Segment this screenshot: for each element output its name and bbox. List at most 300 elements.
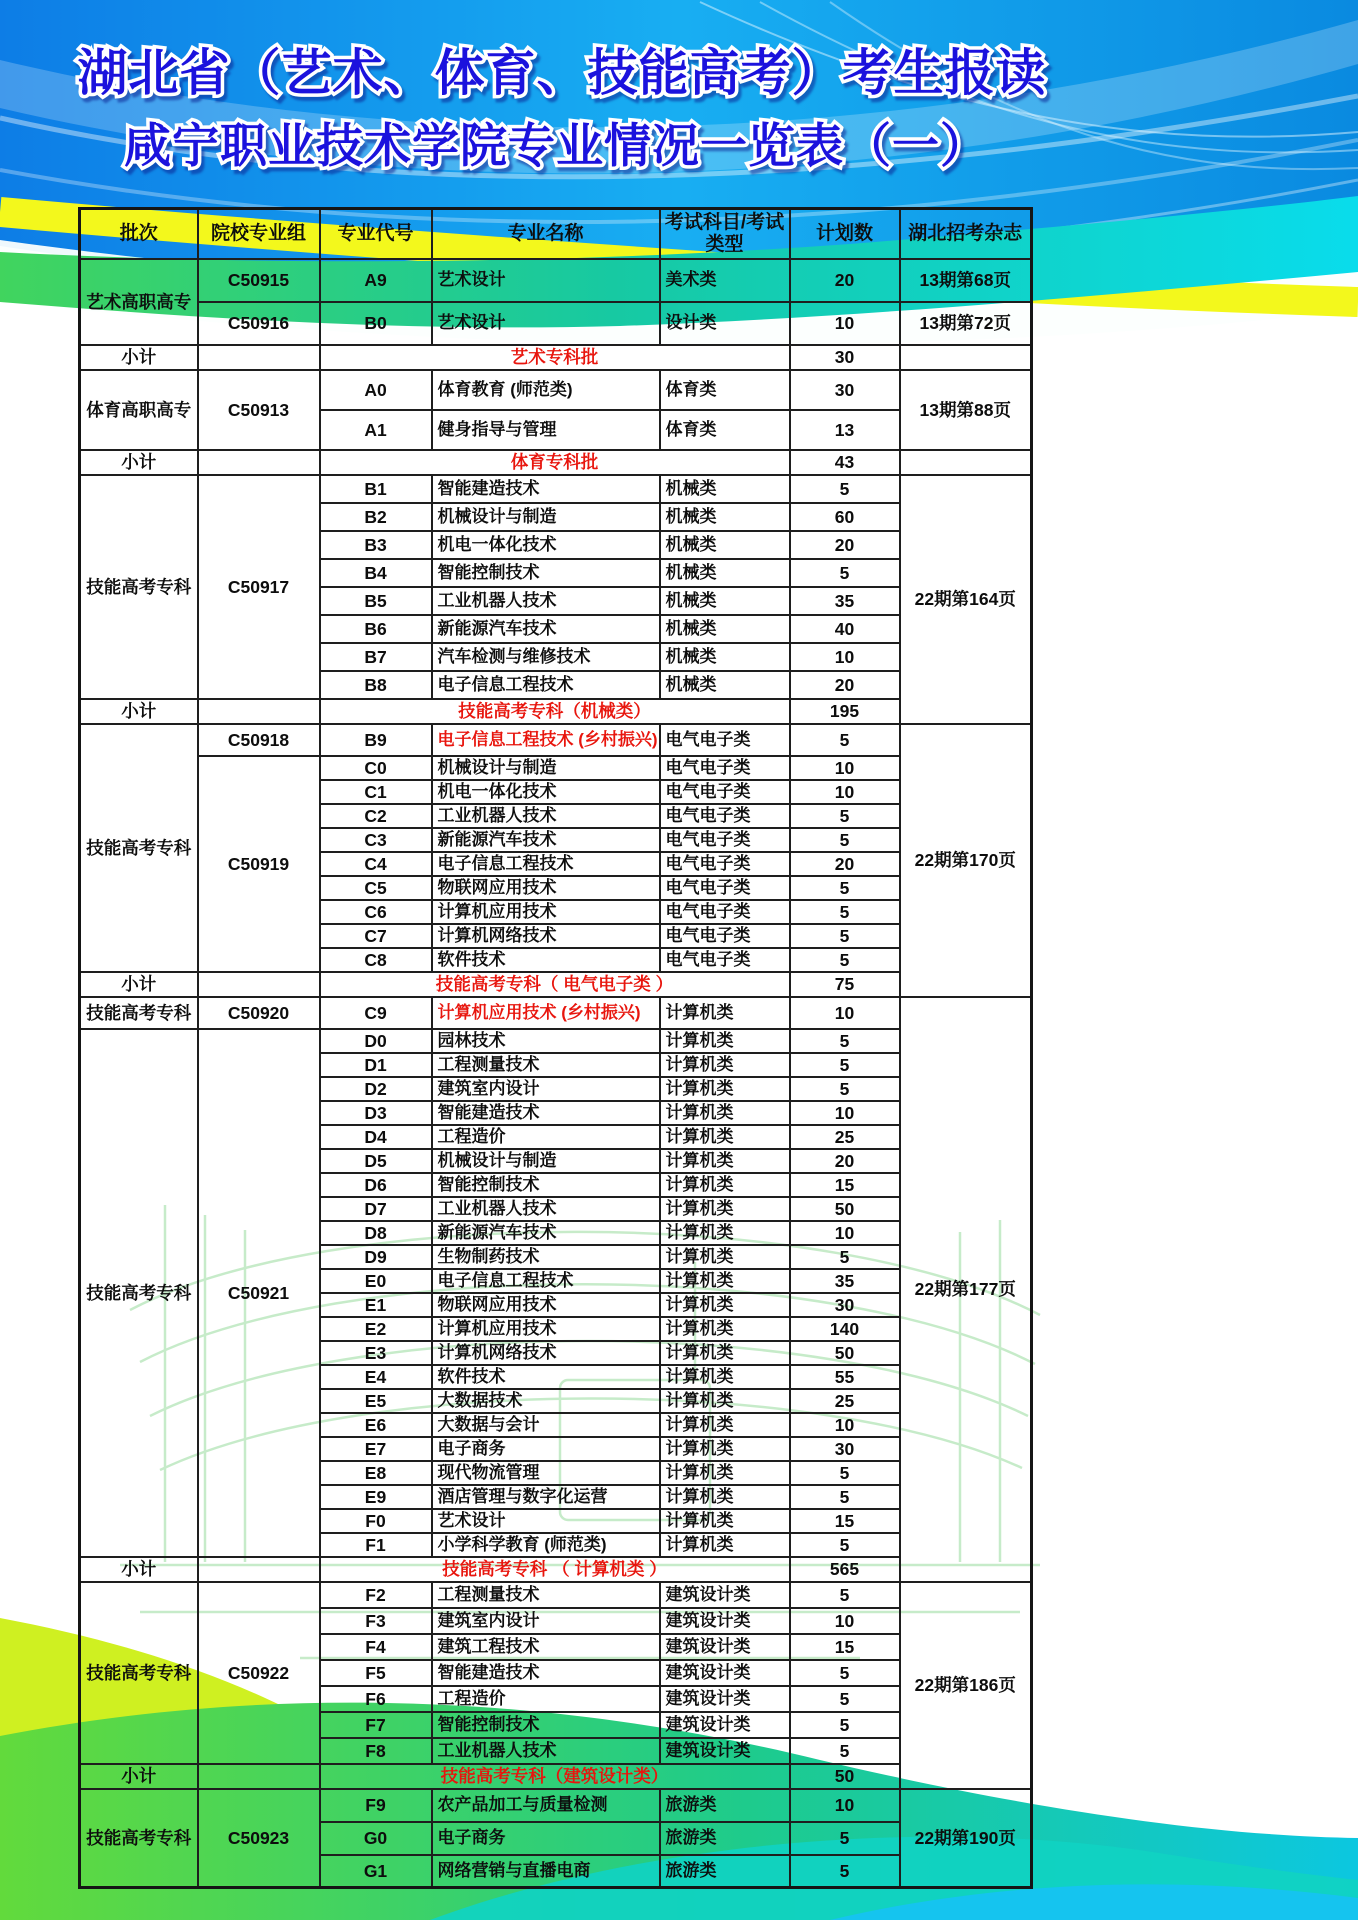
table-cell: 新能源汽车技术 [432,615,660,643]
table-cell: F2 [320,1582,432,1608]
table-cell: A9 [320,259,432,302]
table-cell: D2 [320,1077,432,1101]
table-cell: 5 [790,828,900,852]
table-cell [900,450,1032,475]
table-cell: 5 [790,1822,900,1855]
table-cell: 计算机类 [660,1245,790,1269]
table-cell: 5 [790,1485,900,1509]
table-cell: 旅游类 [660,1789,790,1822]
table-cell: C0 [320,756,432,780]
table-cell: 机械类 [660,615,790,643]
table-row [80,450,1032,475]
table-cell: 5 [790,1712,900,1738]
table-cell: 35 [790,1269,900,1293]
table-cell: 5 [790,900,900,924]
table-cell: 30 [790,345,900,370]
table-cell: 小计 [80,972,198,997]
table-cell: 55 [790,1365,900,1389]
table-cell: A1 [320,410,432,450]
header-row [80,209,1032,259]
table-cell: 小学科学教育 (师范类) [432,1533,660,1557]
table-cell: 5 [790,1582,900,1608]
table-cell: 新能源汽车技术 [432,828,660,852]
header-cell: 计划数 [790,209,900,259]
table-cell: 酒店管理与数字化运营 [432,1485,660,1509]
header-cell: 考试科目/考试类型 [660,209,790,259]
table-cell: 艺术高职高专 [80,259,198,345]
table-cell: F4 [320,1634,432,1660]
table-cell: E8 [320,1461,432,1485]
table-cell: 工程测量技术 [432,1582,660,1608]
table-cell: 新能源汽车技术 [432,1221,660,1245]
table-cell: 体育专科批 [320,450,790,475]
table-cell: 10 [790,1789,900,1822]
table-cell: 30 [790,1293,900,1317]
table-cell: 10 [790,1413,900,1437]
table-cell: C50920 [198,997,320,1029]
table-cell: 机械设计与制造 [432,503,660,531]
table-cell: 30 [790,1437,900,1461]
table-cell: 5 [790,475,900,503]
table-cell: 电气电子类 [660,756,790,780]
table-cell: 计算机类 [660,1053,790,1077]
table-cell: 计算机类 [660,1173,790,1197]
table-cell: 计算机应用技术 (乡村振兴) [432,997,660,1029]
table-cell: 5 [790,1245,900,1269]
table-cell: B3 [320,531,432,559]
table-cell: 43 [790,450,900,475]
table-cell: C4 [320,852,432,876]
table-cell: 计算机类 [660,1077,790,1101]
table-cell [198,699,320,724]
table-cell: B9 [320,724,432,756]
table-cell: 建筑设计类 [660,1634,790,1660]
table-cell: 20 [790,259,900,302]
table-cell: 设计类 [660,302,790,345]
table-cell: 艺术设计 [432,302,660,345]
table-cell: 5 [790,876,900,900]
table-cell: F7 [320,1712,432,1738]
table-cell: C50917 [198,475,320,699]
table-cell: 计算机类 [660,1341,790,1365]
table-cell: 5 [790,924,900,948]
table-cell: 计算机类 [660,1533,790,1557]
table-cell: C7 [320,924,432,948]
table-row [80,370,1032,410]
table-cell: 计算机网络技术 [432,924,660,948]
table-cell: 电气电子类 [660,780,790,804]
table-cell: 10 [790,997,900,1029]
table-cell: 22期第164页 [900,475,1032,724]
table-cell: E9 [320,1485,432,1509]
table-cell: 机械类 [660,643,790,671]
table-cell: B5 [320,587,432,615]
poster-title [0,0,1358,205]
table-cell: 10 [790,1101,900,1125]
table-row [80,756,1032,780]
table-cell: 计算机应用技术 [432,1317,660,1341]
table-row [80,699,1032,724]
table-cell: D1 [320,1053,432,1077]
table-cell: 22期第170页 [900,724,1032,997]
table-cell: 22期第186页 [900,1582,1032,1789]
table-cell: 建筑设计类 [660,1608,790,1634]
table-cell: 智能控制技术 [432,1712,660,1738]
table-cell: C50919 [198,756,320,972]
table-cell: 35 [790,587,900,615]
table-cell: C5 [320,876,432,900]
table-cell: C6 [320,900,432,924]
table-cell: 工业机器人技术 [432,587,660,615]
table-cell: 建筑设计类 [660,1582,790,1608]
table-cell: 机械类 [660,671,790,699]
table-cell: 5 [790,1660,900,1686]
table-cell: 10 [790,1221,900,1245]
table-cell: 艺术设计 [432,1509,660,1533]
table-cell: D7 [320,1197,432,1221]
table-cell: 网络营销与直播电商 [432,1855,660,1888]
table-cell: C3 [320,828,432,852]
table-cell: 机电一体化技术 [432,780,660,804]
table-cell [198,450,320,475]
table-cell: 电气电子类 [660,876,790,900]
table-cell: A0 [320,370,432,410]
table-cell: D4 [320,1125,432,1149]
table-cell: 50 [790,1764,900,1789]
table-cell: F3 [320,1608,432,1634]
table-cell: 建筑设计类 [660,1738,790,1764]
table-row [80,1582,1032,1608]
table-cell: 现代物流管理 [432,1461,660,1485]
table-cell: 电子信息工程技术 (乡村振兴) [432,724,660,756]
table-cell: 计算机类 [660,1413,790,1437]
table-cell: 机械类 [660,559,790,587]
table-cell: 13期第72页 [900,302,1032,345]
table-cell: G1 [320,1855,432,1888]
table-cell: 10 [790,780,900,804]
table-cell: 智能控制技术 [432,559,660,587]
table-cell: 计算机类 [660,1437,790,1461]
table-cell: 电气电子类 [660,924,790,948]
table-cell: 体育高职高专 [80,370,198,450]
table-cell: 电子信息工程技术 [432,852,660,876]
table-cell: 计算机类 [660,1269,790,1293]
table-cell: B6 [320,615,432,643]
table-cell: 物联网应用技术 [432,1293,660,1317]
table-cell: 美术类 [660,259,790,302]
table-cell: 工程造价 [432,1686,660,1712]
table-cell: F5 [320,1660,432,1686]
table-cell: 物联网应用技术 [432,876,660,900]
table-cell [198,345,320,370]
table-row [80,1789,1032,1822]
table-cell: 智能控制技术 [432,1173,660,1197]
table-cell: 小计 [80,1557,198,1582]
table-cell: 计算机应用技术 [432,900,660,924]
table-cell: 电子商务 [432,1437,660,1461]
table-cell: 技能高考专科 [80,997,198,1029]
table-cell: C50922 [198,1582,320,1764]
table-cell: 智能建造技术 [432,475,660,503]
table-cell: G0 [320,1822,432,1855]
table-cell: 建筑室内设计 [432,1608,660,1634]
table-cell: B7 [320,643,432,671]
table-cell: C50916 [198,302,320,345]
table-cell: 农产品加工与质量检测 [432,1789,660,1822]
table-cell: D3 [320,1101,432,1125]
table-cell: 工程造价 [432,1125,660,1149]
table-cell: 小计 [80,699,198,724]
table-cell: 15 [790,1634,900,1660]
header-cell: 专业名称 [432,209,660,259]
table-row [80,302,1032,345]
table-cell: E0 [320,1269,432,1293]
table-row [80,259,1032,302]
table-cell: 140 [790,1317,900,1341]
table-cell: 20 [790,852,900,876]
table-cell: 5 [790,1029,900,1053]
table-cell: 计算机类 [660,1125,790,1149]
table-cell: C50923 [198,1789,320,1888]
table-cell: 10 [790,756,900,780]
table-cell: 艺术专科批 [320,345,790,370]
table-cell: 13期第68页 [900,259,1032,302]
table-cell: 20 [790,531,900,559]
table-cell: 生物制药技术 [432,1245,660,1269]
table-row [80,972,1032,997]
table-row [80,1557,1032,1582]
table-cell: 健身指导与管理 [432,410,660,450]
table-row [80,345,1032,370]
plan-table [78,207,1033,1889]
table-cell: 10 [790,302,900,345]
table-cell: C50915 [198,259,320,302]
table-row [80,997,1032,1029]
table-cell: 60 [790,503,900,531]
table-cell: C50918 [198,724,320,756]
table-cell: D6 [320,1173,432,1197]
table-cell: 智能建造技术 [432,1101,660,1125]
table-cell: 技能高考专科（建筑设计类） [320,1764,790,1789]
table-cell: 计算机类 [660,1389,790,1413]
table-cell: C50921 [198,1029,320,1557]
table-cell: 软件技术 [432,948,660,972]
table-cell: 艺术设计 [432,259,660,302]
table-cell: D8 [320,1221,432,1245]
table-cell: 5 [790,1855,900,1888]
table-cell: 计算机类 [660,1461,790,1485]
table-cell: 电气电子类 [660,852,790,876]
table-cell: 小计 [80,1764,198,1789]
table-cell: 75 [790,972,900,997]
table-cell: 旅游类 [660,1822,790,1855]
table-cell: 15 [790,1173,900,1197]
table-cell: 建筑设计类 [660,1660,790,1686]
table-cell: 10 [790,1608,900,1634]
table-cell: 软件技术 [432,1365,660,1389]
table-cell: 技能高考专科 [80,475,198,699]
table-cell: 园林技术 [432,1029,660,1053]
table-cell: E2 [320,1317,432,1341]
table-cell: 计算机类 [660,1197,790,1221]
table-cell: 5 [790,1686,900,1712]
table-row [80,724,1032,756]
table-cell: 技能高考专科（机械类） [320,699,790,724]
table-cell: 5 [790,1533,900,1557]
table-cell: 技能高考专科 [80,1029,198,1557]
table-cell: 工业机器人技术 [432,1738,660,1764]
table-cell: 机电一体化技术 [432,531,660,559]
table-cell: F0 [320,1509,432,1533]
table-cell [198,1764,320,1789]
table-cell: 13期第88页 [900,370,1032,450]
table-cell: B4 [320,559,432,587]
table-cell: 电气电子类 [660,900,790,924]
table-cell: 电气电子类 [660,948,790,972]
table-cell: 计算机类 [660,1101,790,1125]
table-cell: E3 [320,1341,432,1365]
table-cell: 5 [790,1053,900,1077]
table-cell: 小计 [80,345,198,370]
table-cell: 565 [790,1557,900,1582]
table-cell: E1 [320,1293,432,1317]
plan-table-body [80,209,1032,1888]
table-cell: 计算机类 [660,1293,790,1317]
table-cell: 工程测量技术 [432,1053,660,1077]
table-cell: 电气电子类 [660,828,790,852]
table-cell: 机械类 [660,503,790,531]
table-cell: 22期第190页 [900,1789,1032,1888]
table-cell: 电子商务 [432,1822,660,1855]
table-cell: 汽车检测与维修技术 [432,643,660,671]
table-cell: 技能高考专科 [80,724,198,972]
table-cell: 建筑设计类 [660,1712,790,1738]
table-cell: E6 [320,1413,432,1437]
table-cell: 大数据技术 [432,1389,660,1413]
table-cell: D0 [320,1029,432,1053]
table-cell: 计算机类 [660,1317,790,1341]
table-cell: E5 [320,1389,432,1413]
table-cell: B0 [320,302,432,345]
table-cell: C50913 [198,370,320,450]
table-cell: 15 [790,1509,900,1533]
table-cell: 机械设计与制造 [432,1149,660,1173]
table-cell: 5 [790,804,900,828]
table-cell [900,345,1032,370]
table-cell: 5 [790,559,900,587]
table-cell: 技能高考专科 （ 计算机类 ） [320,1557,790,1582]
table-row [80,1029,1032,1053]
table-cell: 40 [790,615,900,643]
table-cell: 机械设计与制造 [432,756,660,780]
table-cell: 5 [790,1738,900,1764]
table-cell [198,972,320,997]
header-cell: 院校专业组 [198,209,320,259]
table-cell: 5 [790,948,900,972]
table-cell: E7 [320,1437,432,1461]
table-cell: D5 [320,1149,432,1173]
poster-title-line2: 咸宁职业技术学院专业情况一览表（一） [124,119,988,172]
table-cell: 计算机类 [660,997,790,1029]
poster-title-line1: 湖北省（艺术、体育、技能高考）考生报读 [77,45,1047,101]
table-cell: 建筑设计类 [660,1686,790,1712]
table-cell: 5 [790,1461,900,1485]
table-cell: 电子信息工程技术 [432,671,660,699]
table-cell: 计算机类 [660,1509,790,1533]
table-cell: 技能高考专科 [80,1789,198,1888]
table-cell: 大数据与会计 [432,1413,660,1437]
table-cell: 旅游类 [660,1855,790,1888]
table-cell: 电子信息工程技术 [432,1269,660,1293]
table-cell: 机械类 [660,475,790,503]
table-cell: F8 [320,1738,432,1764]
table-cell: B2 [320,503,432,531]
table-cell: 20 [790,671,900,699]
table-cell: 建筑工程技术 [432,1634,660,1660]
table-cell: 计算机类 [660,1029,790,1053]
table-cell: B8 [320,671,432,699]
table-cell: 计算机类 [660,1485,790,1509]
table-cell: 50 [790,1197,900,1221]
table-cell: 机械类 [660,587,790,615]
header-cell: 批次 [80,209,198,259]
table-cell: 技能高考专科（ 电气电子类 ） [320,972,790,997]
table-cell: 5 [790,724,900,756]
table-cell: 机械类 [660,531,790,559]
table-cell [198,1557,320,1582]
table-cell: 工业机器人技术 [432,1197,660,1221]
table-cell: 计算机网络技术 [432,1341,660,1365]
table-cell: F1 [320,1533,432,1557]
table-cell: 小计 [80,450,198,475]
table-cell: 13 [790,410,900,450]
table-cell: 计算机类 [660,1149,790,1173]
table-cell: 计算机类 [660,1221,790,1245]
table-cell: 20 [790,1149,900,1173]
table-cell: C1 [320,780,432,804]
table-cell: C8 [320,948,432,972]
table-cell: F9 [320,1789,432,1822]
table-cell: 智能建造技术 [432,1660,660,1686]
table-cell: 5 [790,1077,900,1101]
table-cell: 计算机类 [660,1365,790,1389]
table-row [80,1764,1032,1789]
table-cell: 体育教育 (师范类) [432,370,660,410]
table-cell: D9 [320,1245,432,1269]
table-cell: 25 [790,1125,900,1149]
table-cell: F6 [320,1686,432,1712]
table-cell: E4 [320,1365,432,1389]
table-cell: 195 [790,699,900,724]
table-cell: 体育类 [660,410,790,450]
table-cell: C9 [320,997,432,1029]
header-cell: 湖北招考杂志 [900,209,1032,259]
table-cell: 25 [790,1389,900,1413]
table-cell: 10 [790,643,900,671]
table-cell: 建筑室内设计 [432,1077,660,1101]
table-cell: 工业机器人技术 [432,804,660,828]
table-cell: 50 [790,1341,900,1365]
table-cell: C2 [320,804,432,828]
table-cell: B1 [320,475,432,503]
table-cell: 22期第177页 [900,997,1032,1582]
table-cell: 技能高考专科 [80,1582,198,1764]
table-cell: 电气电子类 [660,724,790,756]
header-cell: 专业代号 [320,209,432,259]
table-row [80,475,1032,503]
table-cell: 30 [790,370,900,410]
table-cell: 体育类 [660,370,790,410]
